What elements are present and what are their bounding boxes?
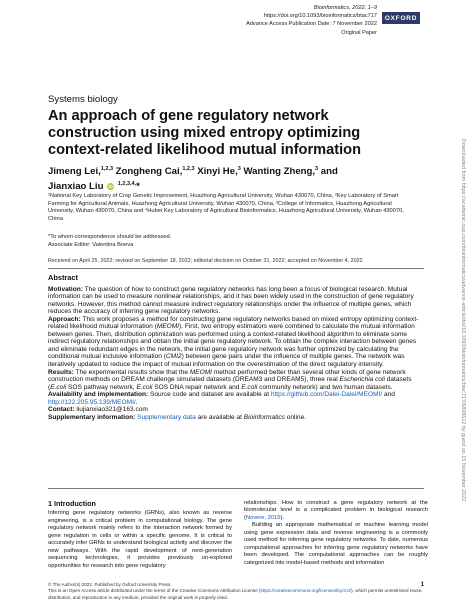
approach-meomi: MEOMI [156,323,179,331]
affiliation-sup: 1,2,3 [182,166,195,172]
author-name[interactable]: Jimeng Lei, [48,166,101,178]
introduction-continued [244,500,428,522]
supplementary-label: Supplementary information: [48,413,136,421]
introduction-heading: 1 Introduction [48,499,96,508]
divider-bottom [48,488,424,489]
copyright-line: © The Author(s) 2022. Published by Oxford University Press. [48,582,172,587]
availability-text: Source code and dataset are available at [148,391,271,399]
approach-text: ) between gene pairs under the influence of multiple genes. The network was iteratively updated to reduce the impact of mutual information on the overestimation of the direct regulatory intensity. [48,353,405,369]
license-part: This is an Open Access article distributed under the terms of the Creative Commons Attribution License ( [48,588,261,594]
results-ecoli: E.coli [50,383,67,391]
results-text: SOS pathway network, [66,383,137,391]
author-conjunction: and [318,166,338,178]
correspondence-note: *To whom correspondence should be addressed. [48,234,172,240]
license-link[interactable]: https://creativecommons.org/licenses/by/4.0/ [260,588,352,594]
paper-type: Original Paper [341,29,377,36]
approach-label: Approach: [48,315,81,323]
author-name[interactable]: Xinyi He, [194,166,238,178]
abstract-supplementary [48,414,424,422]
abstract-approach [48,316,424,369]
abstract-heading: Abstract [48,273,78,282]
author-name[interactable]: Wanting Zheng, [240,166,316,178]
corresponding-mark: * [136,181,140,193]
correspondence-block [48,234,171,249]
results-text: The experimental results show that the [73,368,190,376]
abstract-results [48,369,424,392]
advance-access-date: Advance Access Publication Date: 7 November 2022 [246,21,377,28]
affiliation-sup: 1,2,3,4, [117,181,137,188]
results-text: method performed better than several other kinds of gene network construction methods on DREAM challenge simulated datasets (DREAM3 and DREAM5), three real [48,368,406,384]
divider-top [48,268,424,269]
results-ecoli: E.coli [136,383,153,391]
supplementary-journal: Bioinformatics [243,413,285,421]
approach-text: ). First, two entropy estimators were combined to calculate the mutual information between genes. Then, distribution optimization was performed using a context-related likelihood algorithm to eliminate some indirect regulatory relationships and obtain the initial gene regulatory network. To obtain the complex interaction between genes and eliminate redundant edges in the network, the initial gene regulatory network was further optimized by calculating the conditional mutual inclusive information ( [48,323,417,361]
abstract-availability [48,391,424,406]
oxford-logo: OXFORD [382,12,420,24]
availability-label: Availability and implementation: [48,391,149,399]
orcid-icon[interactable]: iD [108,184,113,190]
github-link[interactable]: https://github.com/Dalei-Dalei/MEOMI/ [270,391,383,399]
body-text: ). [280,514,284,521]
license-part: ), which permits unrestricted reuse, distribution, and reproduction in any medium, provided the original work is properly cited. [48,588,423,600]
body-text: relationships. How to construct a gene regulatory network at the biomolecular level is a complicated problem in biological research ( [244,500,428,521]
article-title: An approach of gene regulatory network construction using mixed entropy optimizing context-related likelihood mutual information [48,108,361,159]
server-link[interactable]: http://122.205.95.139/MEOMI/ [48,398,136,406]
section-label: Systems biology [48,94,118,105]
contact-label: Contact: [48,406,75,414]
download-note: Downloaded from https://academic.oup.com/bioinformatics/advance-article/doi/10.1093/bioinformatics/btac717/6808612 by guest on 15 November 2022 [460,138,466,502]
results-text: SOS DNA repair network and [152,383,242,391]
abstract-contact [48,406,424,414]
affiliation-sup: 3 [237,166,241,172]
approach-text: This work proposes a method for constructing gene regulatory networks based on mixed entropy optimizing context-related likelihood mutual information ( [48,315,419,331]
availability-text: . [135,398,138,406]
availability-text: and [382,391,395,399]
supplementary-text: are available at [195,413,244,421]
author-list [48,163,408,193]
journal-citation: Bioinformatics, 2022, 1–9 [313,5,377,11]
contact-email[interactable]: liujianxiao321@163.com [74,406,148,414]
affiliation-sup: 3 [315,166,319,172]
results-ecoli: Escherichia coli [339,376,385,384]
license-text [48,588,424,601]
page-number: 1 [420,582,424,588]
abstract-section [48,274,424,421]
doi-link[interactable]: https://doi.org/10.1093/bioinformatics/btac717 [263,13,377,20]
motivation-label: Motivation: [48,285,83,293]
associate-editor: Associate Editor: Valentina Boeva [48,241,134,248]
results-label: Results: [48,368,74,376]
body-column-right [244,500,428,567]
results-text: datasets ( [48,376,412,391]
body-column-left [48,500,232,570]
motivation-text: The question of how to construct gene regulatory networks has long been a focus of biological research. Mutual information can be used to measure nonlinear relationships, and it has been widely used in the construction of gene regulatory networks. However, this method cannot measure indirect regulatory relationships under the influence of multiple genes, which reduces the accuracy of inferring gene regulatory networks. [48,285,414,316]
reference-link[interactable]: Novere, 2015 [245,514,281,521]
author-name[interactable]: Zongheng Cai, [113,166,183,178]
affiliation-sup: 1,2,3 [100,166,114,172]
journal-header [246,4,377,37]
results-ecoli: E.coli [241,383,258,391]
results-meomi: MEOMI [189,368,212,376]
supplementary-text: online. [284,413,307,421]
results-text: community network) and two human datasets. [257,383,393,391]
download-sidebar [458,40,468,600]
author-name[interactable]: Jianxiao Liu [48,181,104,193]
approach-cmi2: CMI2 [165,353,182,361]
affiliations: ¹National Key Laboratory of Crop Genetic Improvement, Huazhong Agricultural University, Wuhan 430070, China, ²Key Laboratory of Smart Farming for Agricultural Animals, Huazhong Agricultural University, Wuhan 430070, China, ³College of Informatics, Huazhong Agricultural University, Wuhan 430070, China and ⁴Hubei Key Laboratory of Agricultural Bioinformatics, Huazhong Agricultural University, Wuhan 430070, China [48,193,404,222]
license-footer [48,582,424,601]
introduction-paragraph: Inferring gene regulatory networks (GRNs), also known as reverse engineering, is a critical problem in computational biology. The gene regulatory network mainly refers to the interaction network formed by gene regulation in cells or within a specific genome. It is critical to accurately infer GRNs to understand biological activity and discover the new pathways. With the rapid development of next-generation sequencing technologies, it provides previously un-explored opportunities for research into gene regulatory [48,510,232,569]
received-dates: Received on April 25, 2022; revised on September 18, 2022; editorial decision on October 31, 2022; accepted on November 4, 2022 [48,258,363,264]
abstract-motivation [48,286,424,316]
introduction-paragraph-2: Building an appropriate mathematical or machine learning model using gene expression data and reverse engineering is a commonly used method for inferring gene regulatory networks. To date, numerous computational approaches for inferring gene regulatory networks have been developed. The computational approaches can be roughly categorized into model-based methods and information [244,522,428,566]
supplementary-link[interactable]: Supplementary data [137,413,196,421]
